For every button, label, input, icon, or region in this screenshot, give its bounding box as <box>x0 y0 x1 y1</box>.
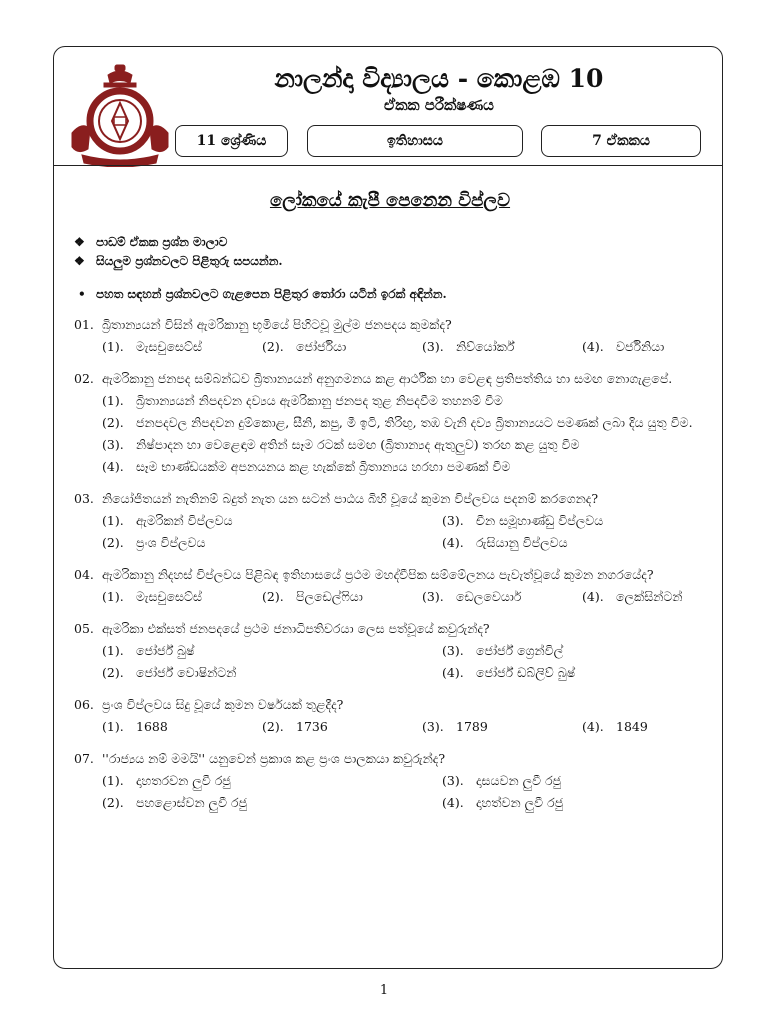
options <box>102 336 706 358</box>
subject-label: ඉතිහාසය <box>307 125 523 157</box>
question-2: 02. ඇමරිකානු ජනපද සම්බන්ධව බ්‍රිතාන්‍යයන් අනුගමනය කළ ආර්ථික හා වෙළඳ ප්‍රතිපත්තිය හා සමඟ නොගැළපේ. (1). බ්‍රිතාන්‍යයන් නිපදවන දව්‍යය ඇමරිකානු ජනපද තුළ නිපදවීම තහනම් වීම (2). ජනපදවල නිපදවන දුම්කොළ, සීනි, කපු, මී ඉටි, තිරිඟු, තඹ වැනි දව්‍ය බ්‍රිතාන්‍යයට පමණක් ලබා දිය යුතු වීම. (3). නිෂ්පාදන හා වෙළෙඳාම අතින් සෑම රටක් සමඟ (බ්‍රිතාන්‍යද ඇතුලුව) තරඟ කළ යුතු වීම (4). සෑම භාණ්ඩයක්ම අපනයනය කළ හැක්කේ බ්‍රිතාන්‍යය හරහා පමණක් වීම <box>74 368 706 478</box>
option[interactable]: (3). නිෂ්පාදන හා වෙළෙඳාම අතින් සෑම රටක් සමඟ (බ්‍රිතාන්‍යද ඇතුලුව) තරඟ කළ යුතු වීම <box>102 437 580 452</box>
option[interactable]: (4). ලෙක්සින්ටන් <box>582 589 683 604</box>
option[interactable]: (4). සෑම භාණ්ඩයක්ම අපනයනය කළ හැක්කේ බ්‍රිතාන්‍යය හරහා පමණක් වීම <box>102 459 511 474</box>
options <box>102 586 706 608</box>
option[interactable]: (2). 1736 <box>262 719 328 734</box>
option[interactable]: (1). 1688 <box>102 719 168 734</box>
option[interactable]: (1). මැසචුසෙට්ස් <box>102 589 202 604</box>
option[interactable]: (2). ජෝර්ජ් වොෂින්ටන් <box>102 665 237 680</box>
option[interactable]: (4). 1849 <box>582 719 648 734</box>
option[interactable]: (3). ඩෙලවෙයාර් <box>422 589 522 604</box>
school-crest-logo <box>68 63 172 167</box>
question-text: ප්‍රංශ විප්ලවය සිදු වූයේ කුමන වර්ෂයක් තුළදීද? <box>102 697 344 712</box>
option[interactable]: (1). ජෝර්ජ් බුෂ් <box>102 643 195 658</box>
option[interactable]: (1). දාහතරවන ලුවී රජු <box>102 773 231 788</box>
option[interactable]: (3). දාසයවන ලුවී රජු <box>442 773 562 788</box>
page-number: 1 <box>379 983 389 998</box>
options <box>102 510 706 554</box>
instruction-item: ❖ සියලුම ප්‍රශ්නවලට පිළිතුරු සපයන්න. <box>74 252 706 271</box>
option[interactable]: (4). රුසියානු විප්ලවය <box>442 535 568 550</box>
option[interactable]: (4). දාහත්වන ලුවී රජු <box>442 795 564 810</box>
options <box>102 770 706 814</box>
question-text: බ්‍රිතාන්‍යයන් විසින් ඇමරිකානු භූමියේ පිහිටවූ මුල්ම ජනපදය කුමක්ද? <box>102 317 452 332</box>
question-5: 05. ඇමරිකා එක්සත් ජනපදයේ ප්‍රථම ජනාධිපතිවරයා ලෙස පත්වූයේ කවුරුන්ද? (1). ජෝර්ජ් බුෂ් (3). ජෝර්ජ් ග්‍රෙන්විල් (2). ජෝර්ජ් වොෂින්ටන් (4). ජෝර්ජ් ඩබ්ලිව් බුෂ් <box>74 618 706 684</box>
question-6: 06. ප්‍රංශ විප්ලවය සිදු වූයේ කුමන වර්ෂයක් තුළදීද? (1). 1688 (2). 1736 (3). 1789 (4). 1849 <box>74 694 706 738</box>
main-instruction: • පහත සඳහන් ප්‍රශ්නවලට ගැළපෙන පිළිතුර තෝරා යටින් ඉරක් අඳින්න. <box>74 285 706 304</box>
question-text: නියෝජිතයන් නැතිනම් බදුත් නැත යන සටන් පාඨය බිහි වූයේ කුමන විප්ලවය පදනම් කරගෙනද? <box>102 491 599 506</box>
option[interactable]: (1). බ්‍රිතාන්‍යයන් නිපදවන දව්‍යය ඇමරිකානු ජනපද තුළ නිපදවීම තහනම් වීම <box>102 393 503 408</box>
question-1: 01. බ්‍රිතාන්‍යයන් විසින් ඇමරිකානු භූමියේ පිහිටවූ මුල්ම ජනපදය කුමක්ද? (1). මැසචුසෙට්ස් (2). ජෝර්ජියා (3). නිව්යෝර්ක් (4). වර්ජිනියා <box>74 314 706 358</box>
options <box>102 640 706 684</box>
option[interactable]: (2). ජෝර්ජියා <box>262 339 347 354</box>
school-name: නාලන්දා විද්‍යාලය - කොළඹ 10 <box>274 64 604 93</box>
bullet-dot-icon: • <box>78 287 86 301</box>
question-4: 04. ඇමරිකානු නිදහස් විප්ලවය පිළිබඳ ඉතිහාසයේ ප්‍රථම මහද්වීපික සම්මේලනය පැවැත්වූයේ කුමන නගරයේද? (1). මැසචුසෙට්ස් (2). පිලඩෙල්ෆියා (3). ඩෙලවෙයාර් (4). ලෙක්සින්ටන් <box>74 564 706 608</box>
question-3: 03. නියෝජිතයන් නැතිනම් බදුත් නැත යන සටන් පාඨය බිහි වූයේ කුමන විප්ලවය පදනම් කරගෙනද? (1). ඇමරිකන් විප්ලවය (3). චීන සමූහාණ්ඩු විප්ලවය (2). ප්‍රංශ විප්ලවය (4). රුසියානු විප්ලවය <box>74 488 706 554</box>
option[interactable]: (3). චීන සමූහාණ්ඩු විප්ලවය <box>442 513 604 528</box>
question-text: ''රාජ්‍යය නම් මමයි'' යනුවෙන් ප්‍රකාශ කළ ප්‍රංශ පාලකයා කවුරුන්ද? <box>102 751 446 766</box>
option[interactable]: (2). ප්‍රංශ විප්ලවය <box>102 535 206 550</box>
instruction-list <box>74 233 706 271</box>
topic-title: ලෝකයේ කැපී පෙනෙන විප්ලව <box>269 190 511 211</box>
option[interactable]: (3). ජෝර්ජ් ග්‍රෙන්විල් <box>442 643 564 658</box>
diamond-bullet-icon: ❖ <box>74 254 85 268</box>
options <box>102 716 706 738</box>
option[interactable]: (4). ජෝර්ජ් ඩබ්ලිව් බුෂ් <box>442 665 576 680</box>
options <box>102 390 706 478</box>
question-7: 07. ''රාජ්‍යය නම් මමයි'' යනුවෙන් ප්‍රකාශ කළ ප්‍රංශ පාලකයා කවුරුන්ද? (1). දාහතරවන ලුවී රජු (3). දාසයවන ලුවී රජු (2). පහළොස්වන ලුවී රජු (4). දාහත්වන ලුවී රජු <box>74 748 706 814</box>
question-text: ඇමරිකා එක්සත් ජනපදයේ ප්‍රථම ජනාධිපතිවරයා ලෙස පත්වූයේ කවුරුන්ද? <box>102 621 490 636</box>
option[interactable]: (2). පහළොස්වන ලුවී රජු <box>102 795 248 810</box>
exam-type: ඒකක පරීක්ෂණය <box>384 96 494 114</box>
option[interactable]: (4). වර්ජිනියා <box>582 339 665 354</box>
instruction-item: ❖ පාඩම් ඒකක ප්‍රශ්න මාලාව <box>74 233 706 252</box>
option[interactable]: (2). ජනපදවල නිපදවන දුම්කොළ, සීනි, කපු, මී ඉටි, තිරිඟු, තඹ වැනි දව්‍ය බ්‍රිතාන්‍යයට පමණක් ලබා දිය යුතු වීම. <box>102 415 693 430</box>
header-divider <box>54 165 722 166</box>
grade-label: 11 ශ්‍රේණිය <box>175 125 288 157</box>
option[interactable]: (2). පිලඩෙල්ෆියා <box>262 589 363 604</box>
option[interactable]: (1). ඇමරිකන් විප්ලවය <box>102 513 233 528</box>
exam-content <box>74 189 706 814</box>
question-text: ඇමරිකානු නිදහස් විප්ලවය පිළිබඳ ඉතිහාසයේ ප්‍රථම මහද්වීපික සම්මේලනය පැවැත්වූයේ කුමන නගරයේද? <box>102 567 654 582</box>
unit-label: 7 ඒකකය <box>541 125 701 157</box>
option[interactable]: (3). 1789 <box>422 719 488 734</box>
question-text: ඇමරිකානු ජනපද සම්බන්ධව බ්‍රිතාන්‍යයන් අනුගමනය කළ ආර්ථික හා වෙළඳ ප්‍රතිපත්තිය හා සමඟ නොගැළපේ. <box>102 371 673 386</box>
diamond-bullet-icon: ❖ <box>74 235 85 249</box>
page-frame <box>53 46 723 969</box>
option[interactable]: (1). මැසචුසෙට්ස් <box>102 339 202 354</box>
option[interactable]: (3). නිව්යෝර්ක් <box>422 339 515 354</box>
